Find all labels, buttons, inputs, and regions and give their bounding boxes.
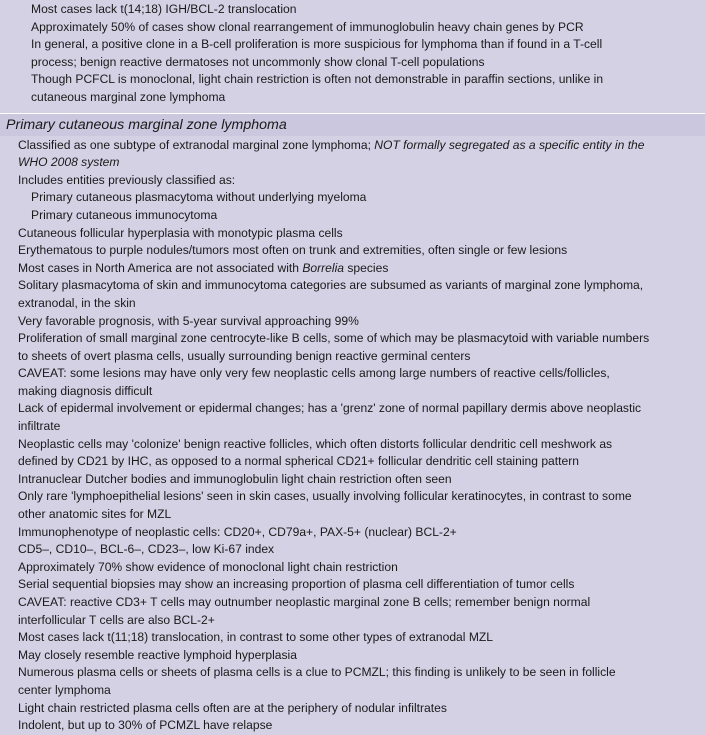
pcfcl-item-4: Though PCFCL is monoclonal, light chain restriction is often not demonstrable in paraffin sections, unlike in (31, 72, 604, 87)
list-item: Immunophenotype of neoplastic cells: CD20+, CD79a+, PAX-5+ (nuclear) BCL-2+ (18, 524, 457, 539)
list-subitem: Primary cutaneous plasmacytoma without underlying myeloma (31, 190, 367, 205)
pcfcl-item-2: Approximately 50% of cases show clonal rearrangement of immunoglobulin heavy chain genes by PCR (31, 19, 584, 34)
list-subitem: Primary cutaneous immunocytoma (31, 207, 218, 222)
list-item: Very favorable prognosis, with 5-year survival approaching 99% (18, 313, 359, 328)
list-item: Most cases in North America are not associated with Borrelia species (18, 260, 389, 275)
list-item: Only rare 'lymphoepithelial lesions' seen in skin cases, usually involving follicular keratinocytes, in contrast to some (18, 489, 632, 504)
list-item: Neoplastic cells may 'colonize' benign reactive follicles, which often distorts follicular dendritic cell meshwork as (18, 436, 613, 451)
pcfcl-item-1: Most cases lack t(14;18) IGH/BCL-2 translocation (31, 2, 297, 16)
list-item: Classified as one subtype of extranodal marginal zone lymphoma; NOT formally segregated as a specific entity in the (18, 137, 645, 152)
list-item: CD5–, CD10–, BCL-6–, CD23–, low Ki-67 index (18, 542, 275, 557)
pcfcl-list (0, 0, 705, 107)
pcfcl-item-3: In general, a positive clone in a B-cell proliferation is more suspicious for lymphoma than if found in a T-cell (31, 37, 603, 52)
list-item-cont: other anatomic sites for MZL (18, 507, 172, 522)
list-item: Erythematous to purple nodules/tumors most often on trunk and extremities, often single or few lesions (18, 243, 568, 258)
list-item: Most cases lack t(11;18) translocation, in contrast to some other types of extranodal MZL (18, 630, 494, 645)
list-item: Indolent, but up to 30% of PCMZL have relapse (18, 718, 273, 733)
section-heading: Primary cutaneous marginal zone lymphoma (0, 113, 705, 136)
list-item: Numerous plasma cells or sheets of plasma cells is a clue to PCMZL; this finding is unlikely to be seen in follicle (18, 665, 616, 680)
pcfcl-item-4-cont: cutaneous marginal zone lymphoma (31, 89, 226, 104)
list-item-cont: defined by CD21 by IHC, as opposed to a normal spherical CD21+ follicular dendritic cell staining pattern (18, 454, 579, 469)
list-item-cont: interfollicular T cells are also BCL-2+ (18, 612, 215, 627)
list-item-cont: extranodal, in the skin (18, 295, 136, 310)
list-item: Lack of epidermal involvement or epidermal changes; has a 'grenz' zone of normal papillary dermis above neoplastic (18, 401, 642, 416)
list-item: Includes entities previously classified as: (18, 172, 236, 187)
list-item: Light chain restricted plasma cells often are at the periphery of nodular infiltrates (18, 700, 447, 715)
list-item: Intranuclear Dutcher bodies and immunoglobulin light chain restriction often seen (18, 471, 452, 486)
list-item-cont: center lymphoma (18, 682, 111, 697)
list-item-cont: infiltrate (18, 419, 61, 434)
list-item-cont: making diagnosis difficult (18, 383, 153, 398)
list-item: Solitary plasmacytoma of skin and immunocytoma categories are subsumed as variants of marginal zone lymphoma, (18, 278, 644, 293)
pcfcl-item-3-cont: process; benign reactive dermatoses not uncommonly show clonal T-cell populations (31, 54, 485, 69)
list-item: Approximately 70% show evidence of monoclonal light chain restriction (18, 559, 398, 574)
list-item: CAVEAT: reactive CD3+ T cells may outnumber neoplastic marginal zone B cells; remember benign normal (18, 595, 591, 609)
list-item: May closely resemble reactive lymphoid hyperplasia (18, 647, 297, 662)
list-item: Cutaneous follicular hyperplasia with monotypic plasma cells (18, 225, 343, 240)
list-item: Serial sequential biopsies may show an increasing proportion of plasma cell differentiation of tumor cells (18, 577, 575, 592)
list-item-cont: to sheets of overt plasma cells, usually surrounding benign reactive germinal centers (18, 348, 471, 363)
list-item: CAVEAT: some lesions may have only very few neoplastic cells among large numbers of reactive cells/follicles, (18, 366, 610, 381)
list-item: WHO 2008 system (18, 155, 120, 170)
pcmzl-list (0, 136, 705, 735)
list-item: Proliferation of small marginal zone centrocyte-like B cells, some of which may be plasmacytoid with variable numbers (18, 331, 650, 346)
